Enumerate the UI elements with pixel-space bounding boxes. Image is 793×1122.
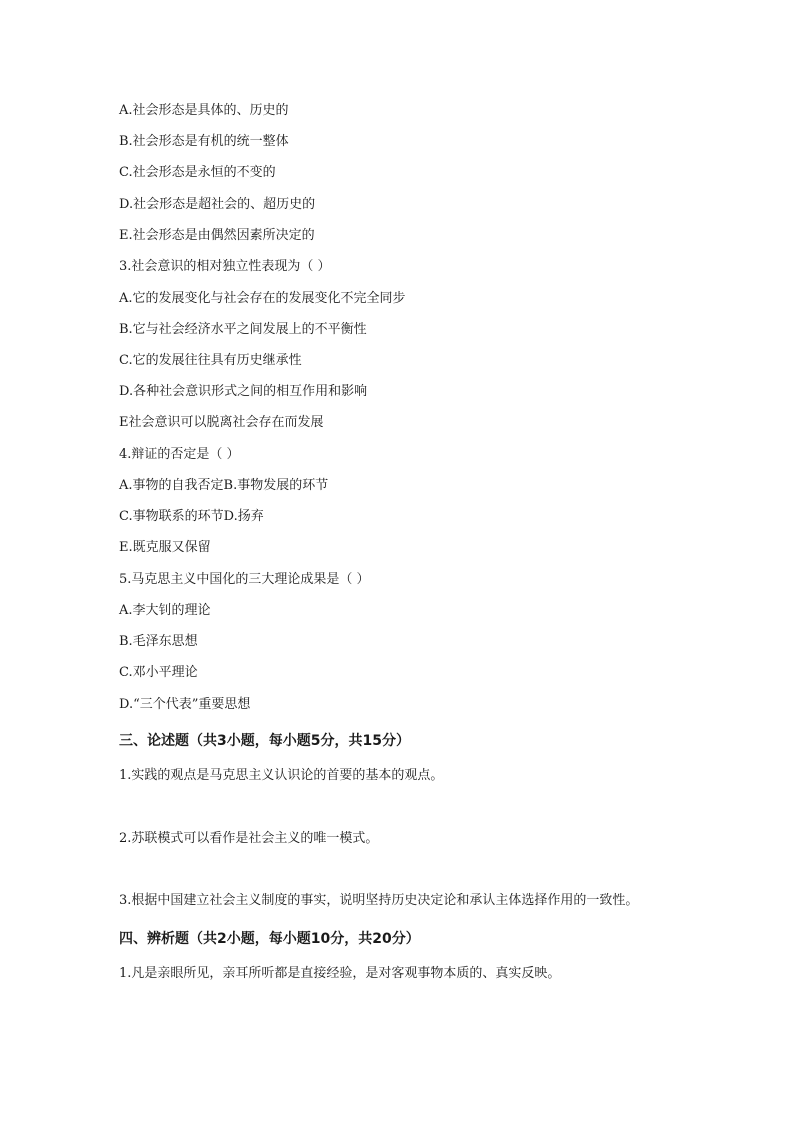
section-heading-analysis: 四、辨析题（共2小题，每小题10分，共20分） xyxy=(119,931,420,947)
option-line: D.各种社会意识形式之间的相互作用和影响 xyxy=(119,384,368,399)
option-line: A.事物的自我否定B.事物发展的环节 xyxy=(119,478,329,493)
option-line: D.“三个代表”重要思想 xyxy=(119,697,251,712)
analysis-question: 1.凡是亲眼所见，亲耳所听都是直接经验，是对客观事物本质的、真实反映。 xyxy=(119,966,561,981)
option-line: A.李大钊的理论 xyxy=(119,603,211,618)
option-line: A.社会形态是具体的、历史的 xyxy=(119,103,289,118)
question-line: 3.社会意识的相对独立性表现为（ ） xyxy=(119,259,331,274)
option-line: E.既克服又保留 xyxy=(119,540,211,555)
essay-question: 2.苏联模式可以看作是社会主义的唯一模式。 xyxy=(119,831,379,846)
question-line: 5.马克思主义中国化的三大理论成果是（ ） xyxy=(119,572,370,587)
option-line: C.社会形态是永恒的不变的 xyxy=(119,165,276,180)
question-line: 4.辩证的否定是（ ） xyxy=(119,447,240,462)
section-heading-essay: 三、论述题（共3小题，每小题5分，共15分） xyxy=(119,733,410,749)
option-line: B.社会形态是有机的统一整体 xyxy=(119,134,289,149)
option-line: C.邓小平理论 xyxy=(119,665,198,680)
essay-question: 1.实践的观点是马克思主义认识论的首要的基本的观点。 xyxy=(119,768,444,783)
essay-question: 3.根据中国建立社会主义制度的事实，说明坚持历史决定论和承认主体选择作用的一致性。 xyxy=(119,893,639,908)
option-line: E.社会形态是由偶然因素所决定的 xyxy=(119,228,315,243)
option-line: A.它的发展变化与社会存在的发展变化不完全同步 xyxy=(119,291,406,306)
option-line: B.毛泽东思想 xyxy=(119,634,198,649)
option-line: C.事物联系的环节D.扬弃 xyxy=(119,509,264,524)
option-line: C.它的发展往往具有历史继承性 xyxy=(119,353,302,368)
option-line: D.社会形态是超社会的、超历史的 xyxy=(119,197,316,212)
option-line: E社会意识可以脱离社会存在而发展 xyxy=(119,415,324,430)
option-line: B.它与社会经济水平之间发展上的不平衡性 xyxy=(119,322,367,337)
